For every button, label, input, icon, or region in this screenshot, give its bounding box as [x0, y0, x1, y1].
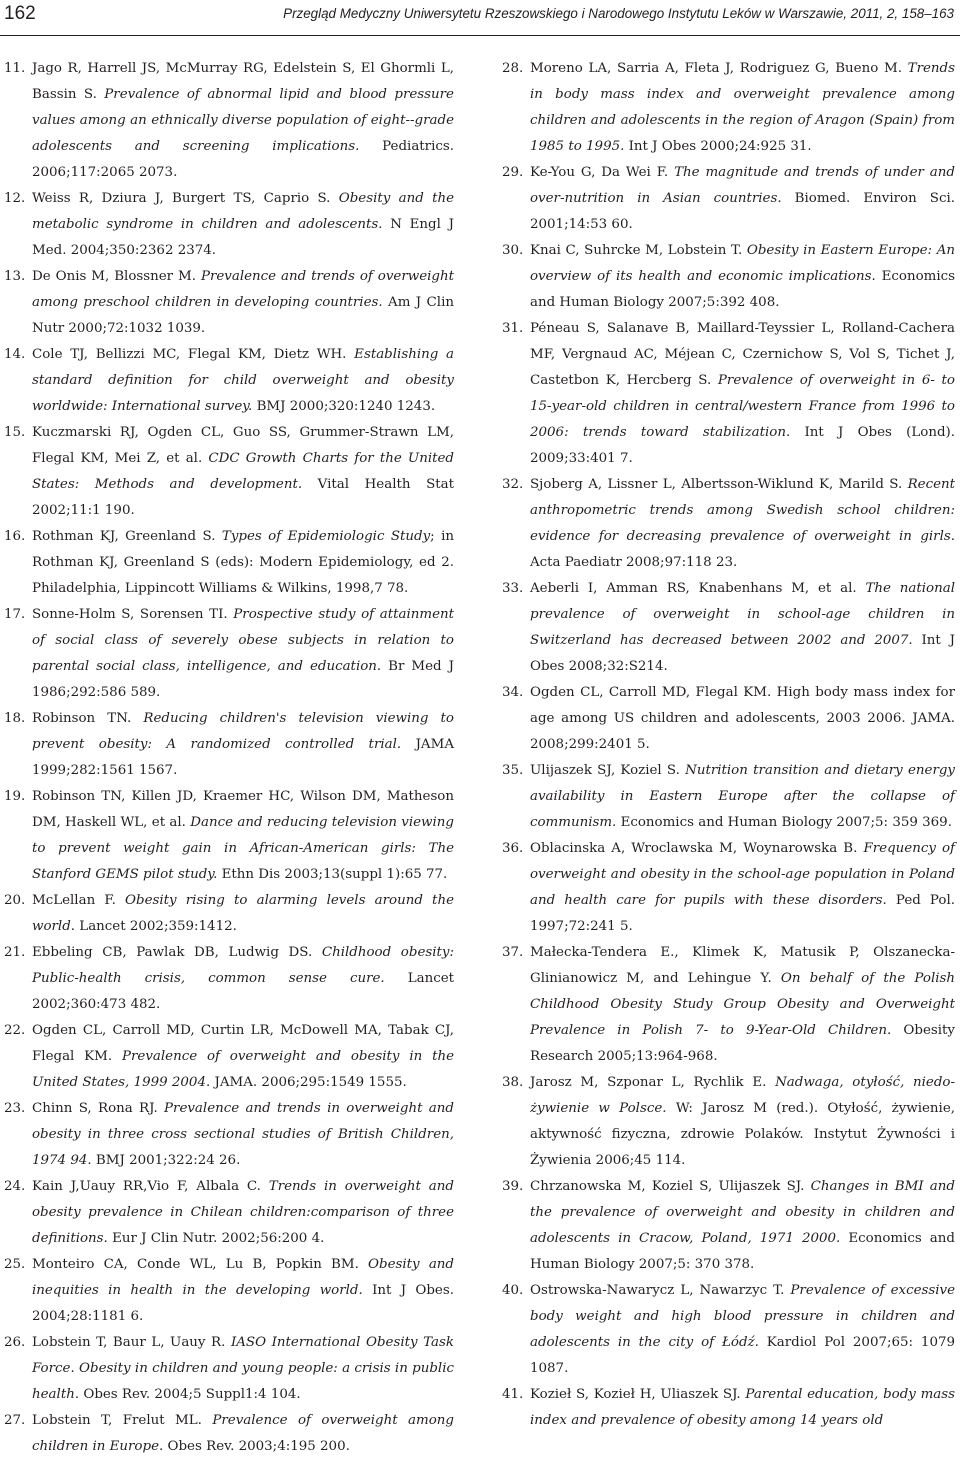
reference-source: Acta Paediatr 2008;97:118 23.: [530, 555, 738, 570]
reference-number: 30.: [502, 243, 524, 258]
reference-item: [502, 472, 955, 576]
reference-number: 15.: [4, 425, 26, 440]
reference-title: Parental education, body mass index and prevalence of obesity among 14 years old: [530, 1387, 955, 1428]
reference-authors: Lobstein T, Baur L, Uauy R.: [32, 1335, 231, 1350]
reference-item: [502, 1278, 955, 1382]
reference-authors: Sjoberg A, Lissner L, Albertsson-Wiklund K, Marild S.: [530, 477, 908, 492]
reference-authors: Jarosz M, Szponar L, Rychlik E.: [530, 1075, 776, 1090]
references-right-column: [502, 56, 955, 1434]
reference-item: [502, 576, 955, 680]
reference-item: [502, 1174, 955, 1278]
reference-title: Prevalence and trends of overweight among preschool children in developing countries.: [32, 269, 455, 310]
reference-item: [4, 1252, 454, 1330]
reference-title: Nadwaga, otyłość, niedo-żywienie w Polsce.: [530, 1075, 956, 1116]
reference-source: Br Med J 1986;292:586 589.: [32, 659, 454, 700]
reference-source: Economics and Human Biology 2007;5: 370 378.: [530, 1231, 955, 1272]
reference-title: Establishing a standard definition for child overweight and obesity worldwide: International survey.: [32, 347, 454, 414]
reference-item: [4, 1096, 454, 1174]
reference-number: 31.: [502, 321, 524, 336]
reference-source: Lancet 2002;359:1412.: [75, 919, 237, 934]
reference-title: Types of Epidemiologic Study: [221, 529, 431, 544]
reference-source: Eur J Clin Nutr. 2002;56:200 4.: [107, 1231, 325, 1246]
reference-authors: Aeberli I, Amman RS, Knabenhans M, et al.: [530, 581, 866, 596]
reference-item: [4, 524, 454, 602]
reference-source: N Engl J Med. 2004;350:2362 2374.: [32, 217, 454, 258]
reference-number: 27.: [4, 1413, 26, 1428]
reference-number: 26.: [4, 1335, 26, 1350]
reference-title: The national prevalence of overweight in school-age children in Switzerland has decreased between 2002 and 2007.: [530, 581, 955, 648]
reference-item: [4, 706, 454, 784]
reference-source: Obesity Research 2005;13:964-968.: [530, 1023, 955, 1064]
reference-number: 25.: [4, 1257, 26, 1272]
reference-item: [502, 836, 955, 940]
reference-source: Int J Obes 2008;32:S214.: [530, 633, 955, 674]
journal-citation: Przegląd Medyczny Uniwersytetu Rzeszowskiego i Narodowego Instytutu Leków w Warszawie, 2011, 2, 158–163: [283, 6, 954, 21]
reference-source: Economics and Human Biology 2007;5: 359 369.: [616, 815, 952, 830]
reference-item: [4, 186, 454, 264]
reference-number: 17.: [4, 607, 26, 622]
reference-item: [4, 1330, 454, 1408]
reference-title: Prevalence of overweight and obesity in the United States, 1999 2004.: [32, 1049, 454, 1090]
reference-authors: Chrzanowska M, Koziel S, Ulijaszek SJ.: [530, 1179, 811, 1194]
reference-number: 39.: [502, 1179, 524, 1194]
reference-title: Recent anthropometric trends among Swedish school children: evidence for decreasing prevalence of overweight in girls.: [530, 477, 955, 544]
reference-number: 35.: [502, 763, 524, 778]
reference-source: BMJ 2001;322:24 26.: [91, 1153, 241, 1168]
reference-number: 29.: [502, 165, 524, 180]
reference-authors: McLellan F.: [32, 893, 126, 908]
reference-item: [502, 680, 955, 758]
reference-authors: Moreno LA, Sarria A, Fleta J, Rodriguez G, Bueno M.: [530, 61, 908, 76]
reference-authors: Monteiro CA, Conde WL, Lu B, Popkin BM.: [32, 1257, 369, 1272]
reference-title: Obesity and inequities in health in the developing world.: [32, 1257, 454, 1298]
reference-source: Int J Obes. 2004;28:1181 6.: [32, 1283, 454, 1324]
reference-item: [502, 940, 955, 1070]
reference-authors: Robinson TN.: [32, 711, 144, 726]
reference-item: [4, 1408, 454, 1460]
reference-number: 37.: [502, 945, 524, 960]
reference-title: Changes in BMI and the prevalence of overweight and obesity in children and adolescents in Cracow, Poland, 1971 2000.: [530, 1179, 955, 1246]
reference-authors: Ulijaszek SJ, Koziel S.: [530, 763, 686, 778]
reference-item: [4, 264, 454, 342]
reference-title: Prevalence of excessive body weight and high blood pressure in children and adolescents in the city of Łódź.: [530, 1283, 956, 1350]
reference-item: [502, 56, 955, 160]
reference-authors: Péneau S, Salanave B, Maillard-Teyssier L, Rolland-Cachera MF, Vergnaud AC, Méjean C, Czernichow S, Vol S, Tichet J, Castetbon K, Hercberg S.: [530, 321, 955, 388]
reference-item: [4, 1174, 454, 1252]
reference-source: Biomed. Environ Sci. 2001;14:53 60.: [530, 191, 955, 232]
reference-title: Prevalence and trends in overweight and obesity in three cross sectional studies of British Children, 1974 94.: [32, 1101, 454, 1168]
reference-title: Prospective study of attainment of social class of severely obese subjects in relation to parental social class, intelligence, and education.: [32, 607, 455, 674]
reference-authors: Knai C, Suhrcke M, Lobstein T.: [530, 243, 747, 258]
reference-title: Trends in body mass index and overweight prevalence among children and adolescents in the region of Aragon (Spain) from 1985 to 1995.: [530, 61, 955, 154]
reference-item: [4, 940, 454, 1018]
reference-source: BMJ 2000;320:1240 1243.: [252, 399, 436, 414]
reference-number: 41.: [502, 1387, 524, 1402]
reference-authors: Rothman KJ, Greenland S.: [32, 529, 222, 544]
reference-title: Frequency of overweight and obesity in the school-age population in Poland and health care for pupils with these disorders.: [530, 841, 955, 908]
running-header: [0, 0, 960, 36]
reference-source: JAMA 1999;282:1561 1567.: [32, 737, 454, 778]
reference-authors: Kuczmarski RJ, Ogden CL, Guo SS, Grummer-Strawn LM, Flegal KM, Mei Z, et al.: [32, 425, 454, 466]
reference-number: 34.: [502, 685, 524, 700]
reference-title: Trends in overweight and obesity prevalence in Chilean children:comparison of three definitions.: [32, 1179, 454, 1246]
reference-authors: Cole TJ, Bellizzi MC, Flegal KM, Dietz WH.: [32, 347, 355, 362]
reference-number: 19.: [4, 789, 26, 804]
reference-title: Reducing children's television viewing to prevent obesity: A randomized controlled trial.: [32, 711, 454, 752]
reference-source: Pediatrics. 2006;117:2065 2073.: [32, 139, 454, 180]
reference-number: 20.: [4, 893, 26, 908]
reference-authors: Ke-You G, Da Wei F.: [530, 165, 675, 180]
reference-number: 21.: [4, 945, 26, 960]
reference-authors: Robinson TN, Killen JD, Kraemer HC, Wilson DM, Matheson DM, Haskell WL, et al.: [32, 789, 454, 830]
reference-authors: Kain J,Uauy RR,Vio F, Albala C.: [32, 1179, 269, 1194]
reference-number: 40.: [502, 1283, 524, 1298]
reference-title: Prevalence of overweight in 6- to 15-year-old children in central/western France from 1996 to 2006: trends toward stabilization.: [530, 373, 955, 440]
reference-number: 23.: [4, 1101, 26, 1116]
reference-item: [502, 758, 955, 836]
reference-title: Prevalence of abnormal lipid and blood pressure values among an ethnically diverse population of eight--grade adolescents and screening implications.: [32, 87, 454, 154]
reference-source: Lancet 2002;360:473 482.: [32, 971, 454, 1012]
reference-authors: Ogden CL, Carroll MD, Flegal KM. High body mass index for age among US children and adolescents, 2003 2006. JAMA. 2008;299:2401 5.: [530, 685, 955, 752]
reference-title: Childhood obesity: Public-health crisis, common sense cure.: [32, 945, 454, 986]
reference-authors: Jago R, Harrell JS, McMurray RG, Edelstein S, El Ghormli L, Bassin S.: [32, 61, 454, 102]
reference-authors: Ostrowska-Nawarycz L, Nawarzyc T.: [530, 1283, 791, 1298]
reference-item: [4, 784, 454, 888]
reference-item: [502, 316, 955, 472]
reference-source: Vital Health Stat 2002;11:1 190.: [32, 477, 454, 518]
reference-source: W: Jarosz M (red.). Otyłość, żywienie, aktywność fizyczna, zdrowie Polaków. Instytut Żywności i Żywienia 2006;45 114.: [530, 1101, 955, 1168]
reference-title: Obesity in Eastern Europe: An overview of its health and economic implications.: [530, 243, 955, 284]
reference-item: [502, 160, 955, 238]
reference-number: 32.: [502, 477, 524, 492]
reference-item: [4, 602, 454, 706]
reference-item: [4, 1018, 454, 1096]
reference-source: Kardiol Pol 2007;65: 1079 1087.: [530, 1335, 955, 1376]
reference-number: 16.: [4, 529, 26, 544]
reference-item: [4, 342, 454, 420]
reference-number: 22.: [4, 1023, 26, 1038]
reference-title: Nutrition transition and dietary energy availability in Eastern Europe after the collapse of communism.: [530, 763, 955, 830]
reference-number: 18.: [4, 711, 26, 726]
reference-authors: Weiss R, Dziura J, Burgert TS, Caprio S.: [32, 191, 339, 206]
reference-title: IASO International Obesity Task Force. Obesity in children and young people: a crisis in public health.: [32, 1335, 454, 1402]
reference-authors: Kozieł S, Kozieł H, Uliaszek SJ.: [530, 1387, 746, 1402]
reference-authors: Ebbeling CB, Pawlak DB, Ludwig DS.: [32, 945, 322, 960]
reference-item: [4, 56, 454, 186]
reference-authors: Chinn S, Rona RJ.: [32, 1101, 165, 1116]
reference-number: 24.: [4, 1179, 26, 1194]
reference-title: Prevalence of overweight among children in Europe.: [32, 1413, 454, 1454]
reference-title: The magnitude and trends of under and over-nutrition in Asian countries.: [530, 165, 955, 206]
reference-item: [502, 238, 955, 316]
reference-authors: De Onis M, Blossner M.: [32, 269, 201, 284]
reference-number: 33.: [502, 581, 524, 596]
reference-source: Ped Pol. 1997;72:241 5.: [530, 893, 955, 934]
reference-number: 11.: [4, 61, 26, 76]
page-number: 162: [4, 3, 36, 24]
reference-item: [4, 888, 454, 940]
reference-source: Ethn Dis 2003;13(suppl 1):65 77.: [217, 867, 448, 882]
references-left-column: [4, 56, 454, 1460]
reference-title: CDC Growth Charts for the United States: Methods and development.: [32, 451, 455, 492]
reference-source: Obes Rev. 2004;5 Suppl1:4 104.: [79, 1387, 301, 1402]
reference-title: Dance and reducing television viewing to prevent weight gain in African-American girls: The Stanford GEMS pilot study.: [32, 815, 454, 882]
reference-source: ; in Rothman KJ, Greenland S (eds): Modern Epidemiology, ed 2. Philadelphia, Lippincott Williams & Wilkins, 1998,7 78.: [32, 529, 454, 596]
reference-authors: Sonne-Holm S, Sorensen TI.: [32, 607, 234, 622]
reference-source: Obes Rev. 2003;4:195 200.: [163, 1439, 350, 1454]
reference-title: Obesity rising to alarming levels around the world.: [32, 893, 454, 934]
reference-number: 12.: [4, 191, 26, 206]
reference-item: [4, 420, 454, 524]
reference-source: Int J Obes (Lond). 2009;33:401 7.: [530, 425, 956, 466]
reference-title: Obesity and the metabolic syndrome in children and adolescents.: [32, 191, 454, 232]
reference-number: 36.: [502, 841, 524, 856]
reference-source: JAMA. 2006;295:1549 1555.: [210, 1075, 407, 1090]
reference-title: On behalf of the Polish Childhood Obesity Study Group Obesity and Overweight Prevalence in Polish 7- to 9-Year-Old Children.: [530, 971, 956, 1038]
reference-item: [502, 1070, 955, 1174]
reference-source: Int J Obes 2000;24:925 31.: [624, 139, 812, 154]
reference-item: [502, 1382, 955, 1434]
reference-source: Economics and Human Biology 2007;5:392 408.: [530, 269, 955, 310]
reference-number: 13.: [4, 269, 26, 284]
reference-number: 14.: [4, 347, 26, 362]
reference-authors: Oblacinska A, Wroclawska M, Woynarowska B.: [530, 841, 864, 856]
reference-authors: Lobstein T, Frelut ML.: [32, 1413, 213, 1428]
reference-number: 28.: [502, 61, 524, 76]
reference-source: Am J Clin Nutr 2000;72:1032 1039.: [32, 295, 454, 336]
reference-authors: Małecka-Tendera E., Klimek K, Matusik P, Olszanecka-Glinianowicz M, and Lehingue Y.: [530, 945, 955, 986]
reference-number: 38.: [502, 1075, 524, 1090]
reference-authors: Ogden CL, Carroll MD, Curtin LR, McDowell MA, Tabak CJ, Flegal KM.: [32, 1023, 454, 1064]
